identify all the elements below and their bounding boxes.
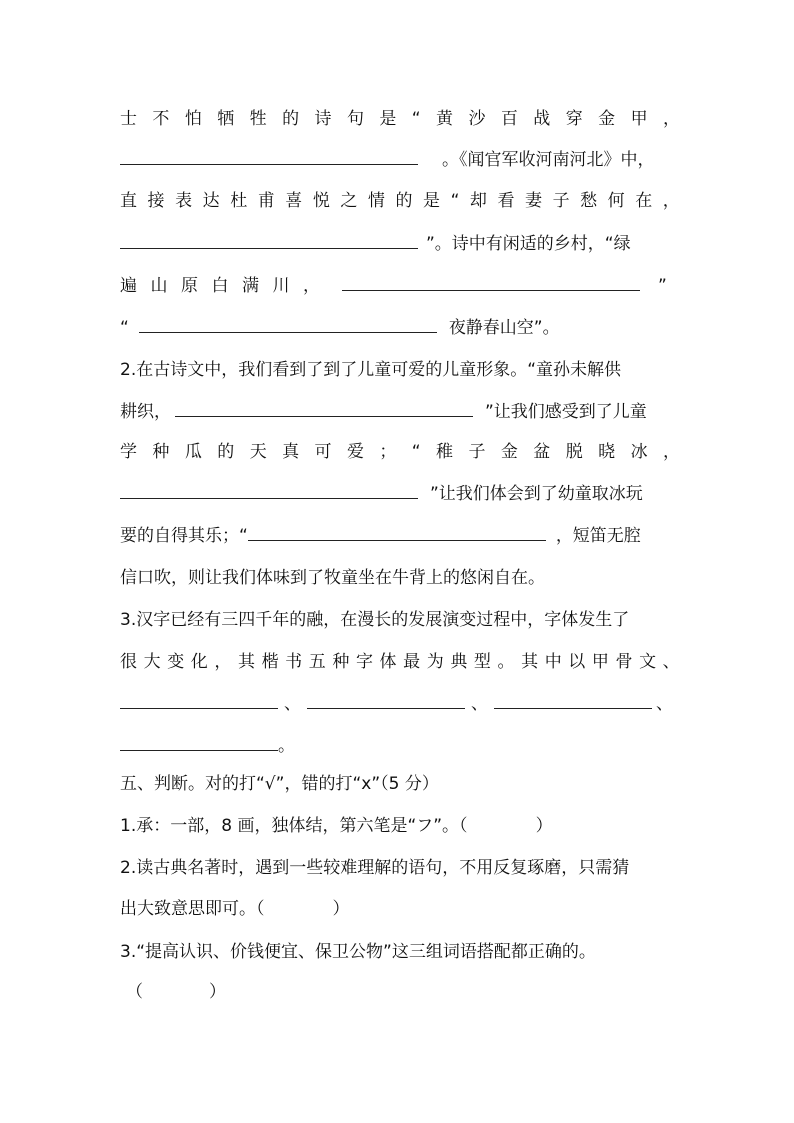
q1-line-2 xyxy=(120,148,680,172)
text-char: 直 xyxy=(120,191,137,211)
text-char: ， xyxy=(662,191,680,211)
text-char: 甲 xyxy=(591,652,609,672)
text-char: 最 xyxy=(403,652,421,672)
answer-blank[interactable] xyxy=(307,694,465,709)
text-char: 以 xyxy=(568,652,586,672)
separator: 、 xyxy=(471,694,488,714)
answer-blank[interactable] xyxy=(120,234,418,249)
text-char: 脱 xyxy=(565,442,583,462)
text-char: 何 xyxy=(607,191,625,211)
section-5-heading: 五、判断。对的打“√”，错的打“x”（5 分） xyxy=(120,774,439,794)
answer-blank[interactable] xyxy=(175,402,473,417)
text-char: 沙 xyxy=(468,109,486,129)
text-char: 五 xyxy=(308,652,326,672)
q1-line-4 xyxy=(120,232,680,256)
separator: 、 xyxy=(284,694,301,714)
text-char: 满 xyxy=(242,276,259,296)
text-char: 文 xyxy=(639,652,657,672)
text-char: 黄 xyxy=(436,109,454,129)
text-char: 典 xyxy=(450,652,468,672)
q2-line-6: 信口吹，则让我们体味到了牧童坐在牛背上的悠闲自在。 xyxy=(120,568,545,588)
q2-line-2-tail: ”让我们感受到了儿童 xyxy=(485,402,647,422)
text-char: 情 xyxy=(367,191,385,211)
answer-blank[interactable] xyxy=(342,276,640,291)
text-char: 牺 xyxy=(217,109,235,129)
q2-line-2-lead: 耕织， xyxy=(120,402,171,422)
text-char: 甲 xyxy=(630,109,648,129)
text-char: 冰 xyxy=(630,442,648,462)
separator: 、 xyxy=(656,694,673,714)
q3-line-2 xyxy=(120,650,680,674)
text-char: 却 xyxy=(469,191,487,211)
text-char: 不 xyxy=(152,109,170,129)
text-char: 原 xyxy=(181,276,198,296)
answer-blank[interactable] xyxy=(120,484,418,499)
text-char: 悦 xyxy=(312,191,330,211)
answer-blank[interactable] xyxy=(120,150,418,165)
text-char: 骨 xyxy=(615,652,633,672)
text-char: 士 xyxy=(120,109,137,129)
judge-item-3-line-1: 3.“提高认识、价钱便宜、保卫公物”这三组词语搭配都正确的。 xyxy=(120,942,596,962)
judge-item-2-line-2 xyxy=(120,897,680,921)
text-char: 接 xyxy=(147,191,165,211)
judge-item-1-text: 1.承：一部，8 画，独体结，第六笔是“フ”。（ xyxy=(120,816,468,836)
text-char: 、 xyxy=(662,652,680,672)
text-char: 之 xyxy=(340,191,358,211)
text-char: 子 xyxy=(468,442,486,462)
text-char: 学 xyxy=(120,442,137,462)
text-char: ； xyxy=(379,442,397,462)
q1-line-5-tail: ” xyxy=(658,276,667,296)
text-char: 表 xyxy=(175,191,193,211)
text-char: 。 xyxy=(497,652,515,672)
text-char: 山 xyxy=(150,276,168,296)
text-char: ， xyxy=(214,652,232,672)
text-char: “ xyxy=(450,191,460,211)
text-char: 喜 xyxy=(285,191,303,211)
q2-line-1: 2.在古诗文中，我们看到了到了儿童可爱的儿童形象。“童孙未解供 xyxy=(120,360,622,380)
period: 。 xyxy=(278,736,295,756)
text-char: 型 xyxy=(473,652,491,672)
paren-open: （ xyxy=(126,982,143,1002)
q2-line-2 xyxy=(120,400,680,424)
text-char: 字 xyxy=(355,652,373,672)
text-char: 金 xyxy=(500,442,518,462)
q2-line-5-lead: 要的自得其乐；“ xyxy=(120,526,248,546)
q2-line-3 xyxy=(120,440,680,464)
text-char: ， xyxy=(303,276,320,296)
text-char: 看 xyxy=(497,191,515,211)
text-char: 诗 xyxy=(314,109,332,129)
text-char: 是 xyxy=(379,109,397,129)
text-char: 杜 xyxy=(230,191,248,211)
text-char: 大 xyxy=(143,652,161,672)
text-char: “ xyxy=(411,109,421,129)
text-char: 是 xyxy=(423,191,441,211)
text-char: 盆 xyxy=(533,442,551,462)
text-char: 瓜 xyxy=(184,442,202,462)
text-char: 战 xyxy=(533,109,551,129)
paren-close: ） xyxy=(332,899,350,919)
paren-close: ） xyxy=(535,816,553,836)
q1-line-3 xyxy=(120,189,680,213)
q1-line-5 xyxy=(120,274,680,298)
q3-line-1: 3.汉字已经有三四千年的融，在漫长的发展演变过程中，字体发生了 xyxy=(120,610,630,630)
q2-line-4-tail: ”让我们体会到了幼童取冰玩 xyxy=(430,484,643,504)
q1-line-4-text: ”。诗中有闲适的乡村，“绿 xyxy=(426,234,631,254)
text-char: 楷 xyxy=(261,652,279,672)
judge-item-1 xyxy=(120,814,680,838)
q1-line-6-lead: “ xyxy=(120,318,129,338)
text-char: 体 xyxy=(379,652,397,672)
text-char: ， xyxy=(662,442,680,462)
text-char: 子 xyxy=(552,191,570,211)
answer-blank[interactable] xyxy=(139,318,437,333)
judge-item-3-line-2 xyxy=(126,980,686,1004)
judge-item-2-line-1: 2.读古典名著时，遇到一些较难理解的语句，不用反复琢磨，只需猜 xyxy=(120,858,630,878)
answer-blank[interactable] xyxy=(120,736,278,751)
q1-line-2-text: 。《闻官军收河南河北》中， xyxy=(442,150,655,170)
text-char: 句 xyxy=(346,109,364,129)
q1-line-5-lead xyxy=(120,274,320,298)
text-char: 书 xyxy=(285,652,303,672)
text-char: 其 xyxy=(521,652,539,672)
text-char: 很 xyxy=(120,652,137,672)
text-char: “ xyxy=(411,442,421,462)
text-char: 怕 xyxy=(184,109,202,129)
text-char: 达 xyxy=(202,191,220,211)
text-char: 愁 xyxy=(580,191,598,211)
q1-line-6-tail: 夜静春山空”。 xyxy=(448,318,560,338)
text-char: ， xyxy=(662,109,680,129)
text-char: 穿 xyxy=(565,109,583,129)
q3-line-4 xyxy=(120,734,680,758)
answer-blank[interactable] xyxy=(120,694,278,709)
text-char: 牲 xyxy=(249,109,267,129)
text-char: 在 xyxy=(635,191,653,211)
text-char: 的 xyxy=(395,191,413,211)
answer-blank[interactable] xyxy=(494,694,652,709)
text-char: 川 xyxy=(272,276,290,296)
text-char: 晓 xyxy=(598,442,616,462)
text-char: 的 xyxy=(217,442,235,462)
q3-line-3 xyxy=(120,692,680,716)
text-char: 为 xyxy=(426,652,444,672)
text-char: 妻 xyxy=(525,191,543,211)
q2-line-5-tail: ，短笛无腔 xyxy=(555,526,641,546)
text-char: 其 xyxy=(237,652,255,672)
text-char: 真 xyxy=(282,442,300,462)
text-char: 稚 xyxy=(436,442,454,462)
text-char: 可 xyxy=(314,442,332,462)
text-char: 中 xyxy=(544,652,562,672)
text-char: 遍 xyxy=(120,276,137,296)
answer-blank[interactable] xyxy=(248,526,546,541)
text-char: 白 xyxy=(211,276,229,296)
paren-close: ） xyxy=(209,982,226,1002)
text-char: 的 xyxy=(282,109,300,129)
text-char: 种 xyxy=(152,442,170,462)
q2-line-5 xyxy=(120,524,680,548)
text-char: 种 xyxy=(332,652,350,672)
text-char: 金 xyxy=(598,109,616,129)
text-char: 变 xyxy=(167,652,185,672)
text-char: 爱 xyxy=(346,442,364,462)
q1-line-6 xyxy=(120,316,680,340)
text-char: 百 xyxy=(500,109,518,129)
text-char: 化 xyxy=(190,652,208,672)
q1-line-1 xyxy=(120,107,680,131)
text-char: 天 xyxy=(249,442,267,462)
text-char: 甫 xyxy=(257,191,275,211)
judge-item-2-text: 出大致意思即可。（ xyxy=(120,899,265,919)
q2-line-4 xyxy=(120,482,680,506)
